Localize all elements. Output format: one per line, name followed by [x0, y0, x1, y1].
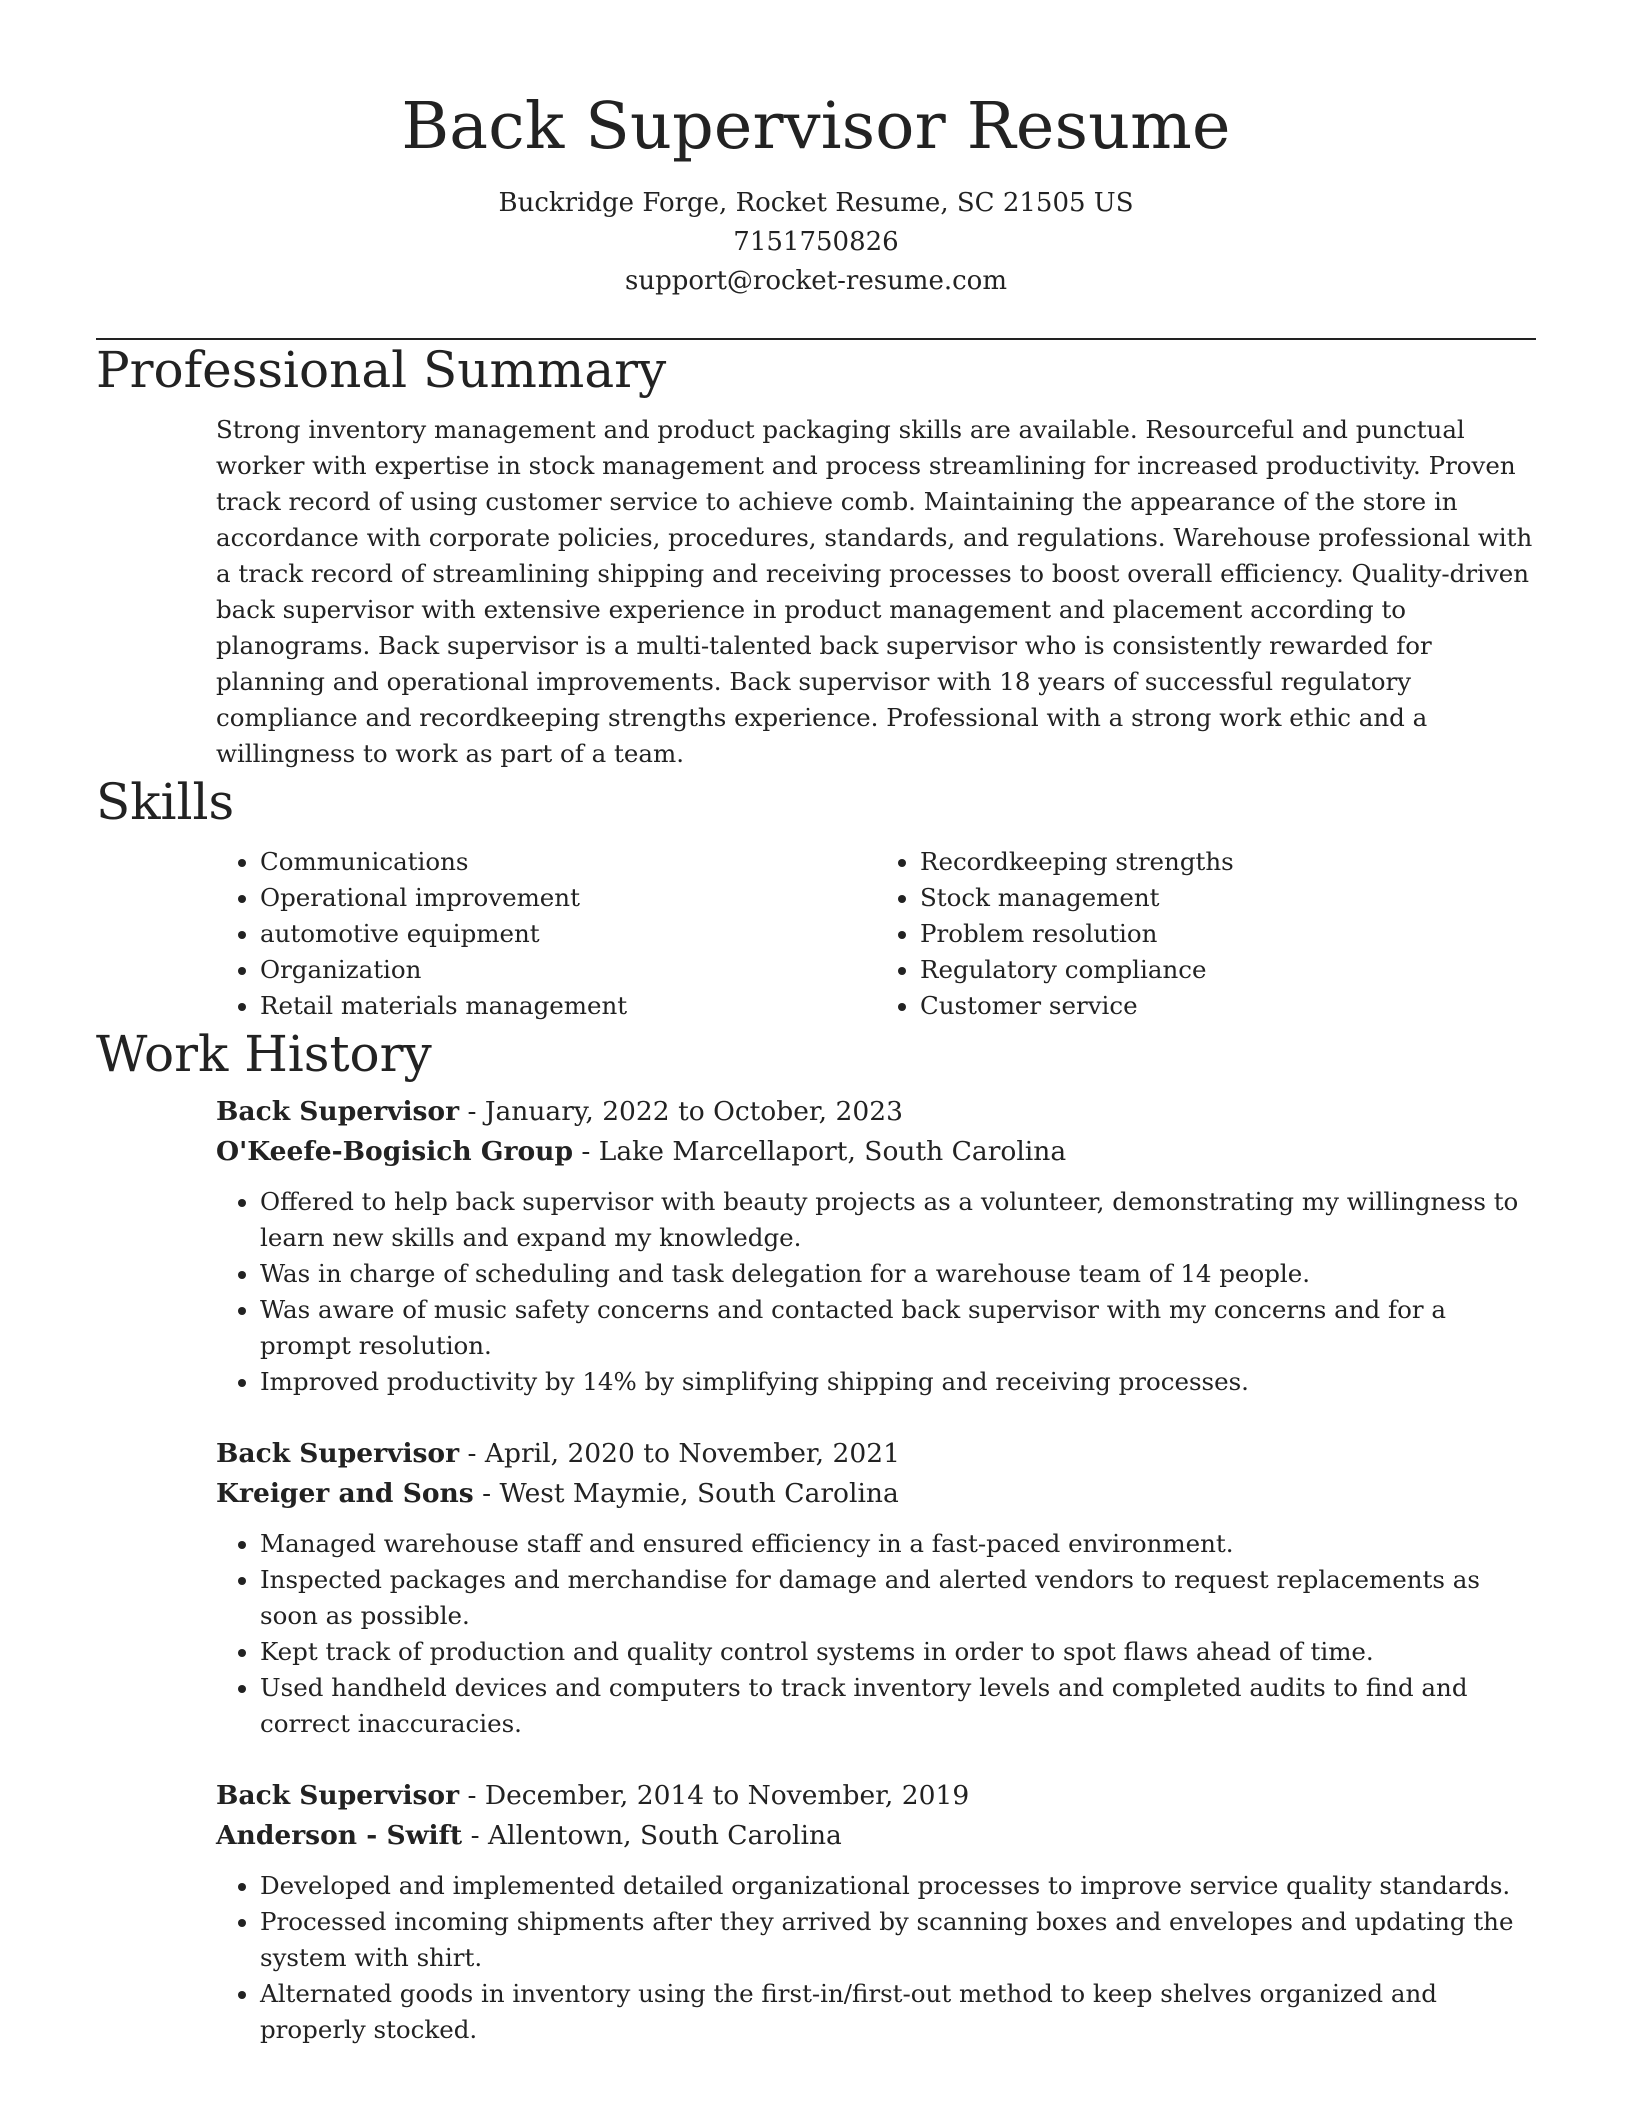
- job-entry: [216, 1776, 1536, 2048]
- skill-item: • Problem resolution: [920, 916, 1536, 952]
- job-location: - Allentown, South Carolina: [462, 1820, 842, 1851]
- job-location: - West Maymie, South Carolina: [473, 1478, 899, 1509]
- job-bullet: • Alternated goods in inventory using the first-in/first-out method to keep shelves organized and properly stocked.: [260, 1976, 1536, 2048]
- work-history-section: [96, 1092, 1536, 2048]
- job-company: Kreiger and Sons: [216, 1478, 474, 1509]
- job-dates: - April, 2020 to November, 2021: [459, 1438, 900, 1469]
- job-bullet: • Offered to help back supervisor with beauty projects as a volunteer, demonstrating my willingness to learn new skills and expand my knowledge.: [260, 1184, 1536, 1256]
- skills-grid: [216, 844, 1536, 1024]
- job-bullet: • Was aware of music safety concerns and contacted back supervisor with my concerns and for a prompt resolution.: [260, 1292, 1536, 1364]
- job-bullet: • Managed warehouse staff and ensured efficiency in a fast-paced environment.: [260, 1526, 1536, 1562]
- job-title-line: [216, 1092, 1536, 1132]
- job-bullet: • Was in charge of scheduling and task delegation for a warehouse team of 14 people.: [260, 1256, 1536, 1292]
- phone-text: 7151750826: [733, 227, 899, 257]
- skills-list-left: [216, 844, 876, 1024]
- job-company-line: [216, 1132, 1536, 1172]
- resume-header: [96, 0, 1536, 301]
- skill-item: • Regulatory compliance: [920, 952, 1536, 988]
- skill-item: • Retail materials management: [260, 988, 876, 1024]
- contact-block: [96, 184, 1536, 301]
- job-title: Back Supervisor: [216, 1096, 460, 1127]
- job-bullet: • Processed incoming shipments after they arrived by scanning boxes and envelopes and updating the system with shirt.: [260, 1904, 1536, 1976]
- job-entry: [216, 1434, 1536, 1742]
- skill-item: • automotive equipment: [260, 916, 876, 952]
- job-title-line: [216, 1776, 1536, 1816]
- job-bullet: • Kept track of production and quality control systems in order to spot flaws ahead of time.: [260, 1634, 1536, 1670]
- job-bullet: • Used handheld devices and computers to track inventory levels and completed audits to find and correct inaccuracies.: [260, 1670, 1536, 1742]
- email-text: support@rocket-resume.com: [624, 266, 1007, 296]
- summary-text: Strong inventory management and product packaging skills are available. Resourceful and punctual worker with expertise in stock management and process streamlining for increased productivity. Proven track record of using customer service to achieve comb. Maintaining the appearance of the store in accordance with corporate policies, procedures, standards, and regulations. Warehouse professional with a track record of streamlining shipping and receiving processes to boost overall efficiency. Quality-driven back supervisor with extensive experience in product management and placement according to planograms. Back supervisor is a multi-talented back supervisor who is consistently rewarded for planning and operational improvements. Back supervisor with 18 years of successful regulatory compliance and recordkeeping strengths experience. Professional with a strong work ethic and a willingness to work as part of a team.: [216, 415, 1533, 768]
- summary-heading: Professional Summary: [96, 341, 667, 399]
- skill-item: • Communications: [260, 844, 876, 880]
- job-title-line: [216, 1434, 1536, 1474]
- skills-section: [96, 844, 1536, 1024]
- skill-item: • Customer service: [920, 988, 1536, 1024]
- job-dates: - December, 2014 to November, 2019: [459, 1780, 970, 1811]
- job-entry: [216, 1092, 1536, 1400]
- job-bullet: • Improved productivity by 14% by simplifying shipping and receiving processes.: [260, 1364, 1536, 1400]
- skills-list-right: [876, 844, 1536, 1024]
- skills-heading: Skills: [96, 773, 235, 831]
- job-dates: - January, 2022 to October, 2023: [459, 1096, 903, 1127]
- job-title: Back Supervisor: [216, 1780, 460, 1811]
- skill-item: • Organization: [260, 952, 876, 988]
- job-company: Anderson - Swift: [216, 1820, 463, 1851]
- job-bullets: [216, 1526, 1536, 1742]
- job-title: Back Supervisor: [216, 1438, 460, 1469]
- summary-section: [96, 412, 1536, 772]
- skill-item: • Recordkeeping strengths: [920, 844, 1536, 880]
- address-text: Buckridge Forge, Rocket Resume, SC 21505 US: [498, 188, 1134, 218]
- job-bullet: • Developed and implemented detailed organizational processes to improve service quality standards.: [260, 1868, 1536, 1904]
- work-history-heading: Work History: [96, 1025, 432, 1083]
- resume-title: Back Supervisor Resume: [401, 89, 1231, 164]
- skill-item: • Stock management: [920, 880, 1536, 916]
- job-bullets: [216, 1868, 1536, 2048]
- job-company: O'Keefe-Bogisich Group: [216, 1136, 573, 1167]
- job-bullet: • Inspected packages and merchandise for damage and alerted vendors to request replacements as soon as possible.: [260, 1562, 1536, 1634]
- job-company-line: [216, 1474, 1536, 1514]
- skill-item: • Operational improvement: [260, 880, 876, 916]
- job-location: - Lake Marcellaport, South Carolina: [572, 1136, 1067, 1167]
- job-bullets: [216, 1184, 1536, 1400]
- job-company-line: [216, 1816, 1536, 1856]
